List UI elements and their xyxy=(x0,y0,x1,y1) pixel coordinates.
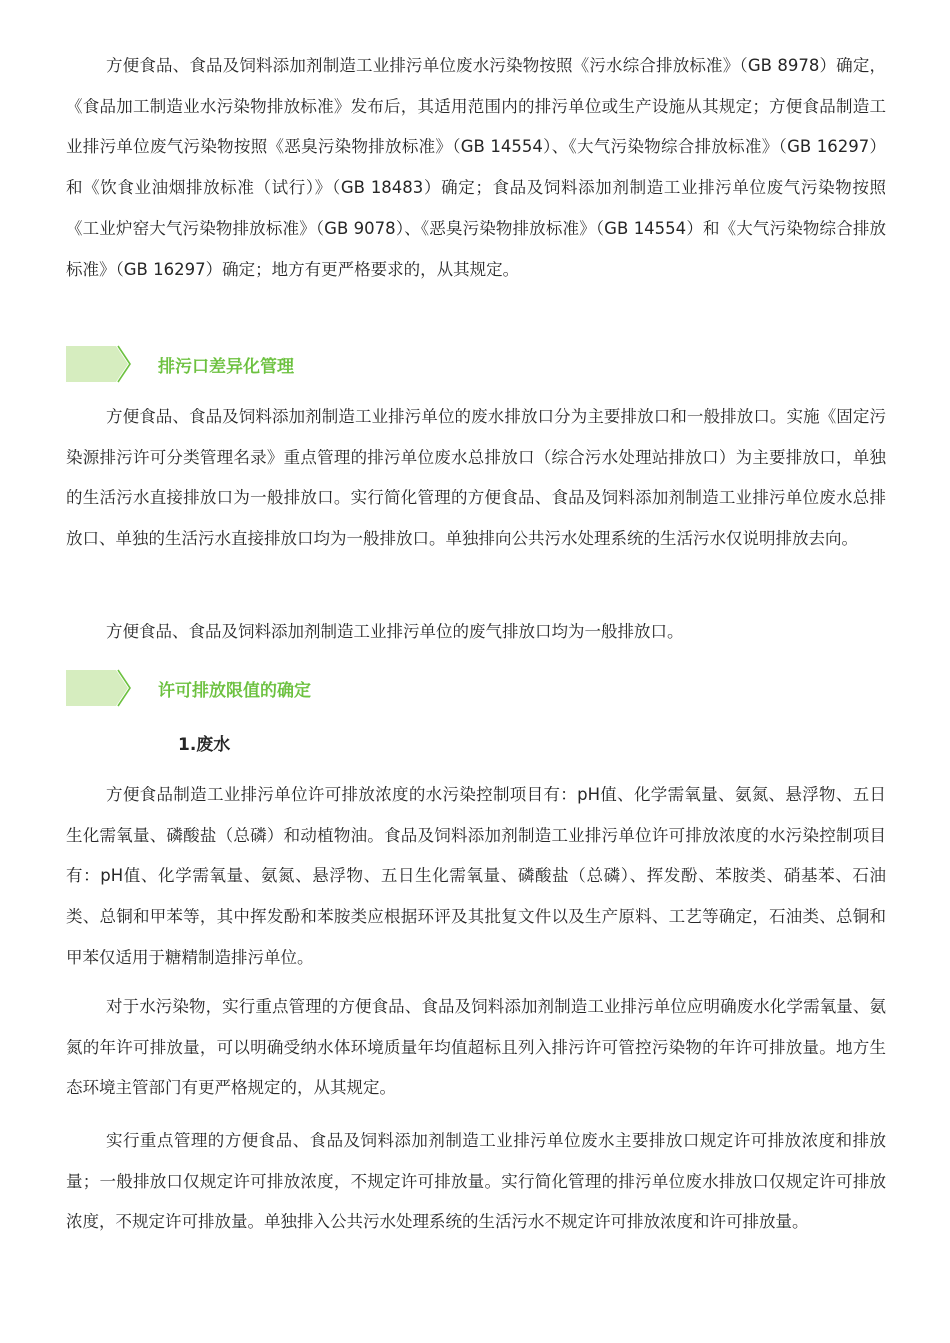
section-heading-permit-limits xyxy=(66,668,311,708)
outlet-paragraph-1: 方便食品、食品及饲料添加剂制造工业排污单位的废水排放口分为主要排放口和一般排放口。实施《固定污染源排污许可分类管理名录》重点管理的排污单位废水总排放口（综合污水处理站排放口）为主要排放口，单独的生活污水直接排放口为一般排放口。实行简化管理的方便食品、食品及饲料添加剂制造工业排污单位废水总排放口、单独的生活污水直接排放口均为一般排放口。单独排向公共污水处理系统的生活污水仅说明排放去向。 xyxy=(66,407,886,549)
section-heading-outlet-management xyxy=(66,344,294,384)
wastewater-paragraph-3: 实行重点管理的方便食品、食品及饲料添加剂制造工业排污单位废水主要排放口规定许可排放浓度和排放量；一般排放口仅规定许可排放浓度，不规定许可排放量。实行简化管理的排污单位废水排放口仅规定许可排放浓度，不规定许可排放量。单独排入公共污水处理系统的生活污水不规定许可排放浓度和许可排放量。 xyxy=(66,1131,886,1232)
section-title: 许可排放限值的确定 xyxy=(158,680,311,701)
outlet-paragraph-2: 方便食品、食品及饲料添加剂制造工业排污单位的废气排放口均为一般排放口。 xyxy=(106,622,684,641)
wastewater-paragraph-2: 对于水污染物，实行重点管理的方便食品、食品及饲料添加剂制造工业排污单位应明确废水化学需氧量、氨氮的年许可排放量，可以明确受纳水体环境质量年均值超标且列入排污许可管控污染物的年许可排放量。地方生态环境主管部门有更严格规定的，从其规定。 xyxy=(66,997,886,1098)
section-title: 排污口差异化管理 xyxy=(158,356,294,377)
arrow-banner-icon xyxy=(66,668,134,708)
subheading-wastewater: 1.废水 xyxy=(178,735,231,755)
wastewater-paragraph-1: 方便食品制造工业排污单位许可排放浓度的水污染控制项目有：pH值、化学需氧量、氨氮、悬浮物、五日生化需氧量、磷酸盐（总磷）和动植物油。食品及饲料添加剂制造工业排污单位许可排放浓度的水污染控制项目有：pH值、化学需氧量、氨氮、悬浮物、五日生化需氧量、磷酸盐（总磷）、挥发酚、苯胺类、硝基苯、石油类、总铜和甲苯等，其中挥发酚和苯胺类应根据环评及其批复文件以及生产原料、工艺等确定，石油类、总铜和甲苯仅适用于糖精制造排污单位。 xyxy=(66,785,886,967)
arrow-banner-icon xyxy=(66,344,134,384)
intro-paragraph: 方便食品、食品及饲料添加剂制造工业排污单位废水污染物按照《污水综合排放标准》（GB 8978）确定，《食品加工制造业水污染物排放标准》发布后，其适用范围内的排污单位或生产设施从其规定；方便食品制造工业排污单位废气污染物按照《恶臭污染物排放标准》（GB 14554）、《大气污染物综合排放标准》（GB 16297）和《饮食业油烟排放标准（试行）》（GB 18483）确定；食品及饲料添加剂制造工业排污单位废气污染物按照《工业炉窑大气污染物排放标准》（GB 9078）、《恶臭污染物排放标准》（GB 14554）和《大气污染物综合排放标准》（GB 16297）确定；地方有更严格要求的，从其规定。 xyxy=(66,56,886,279)
